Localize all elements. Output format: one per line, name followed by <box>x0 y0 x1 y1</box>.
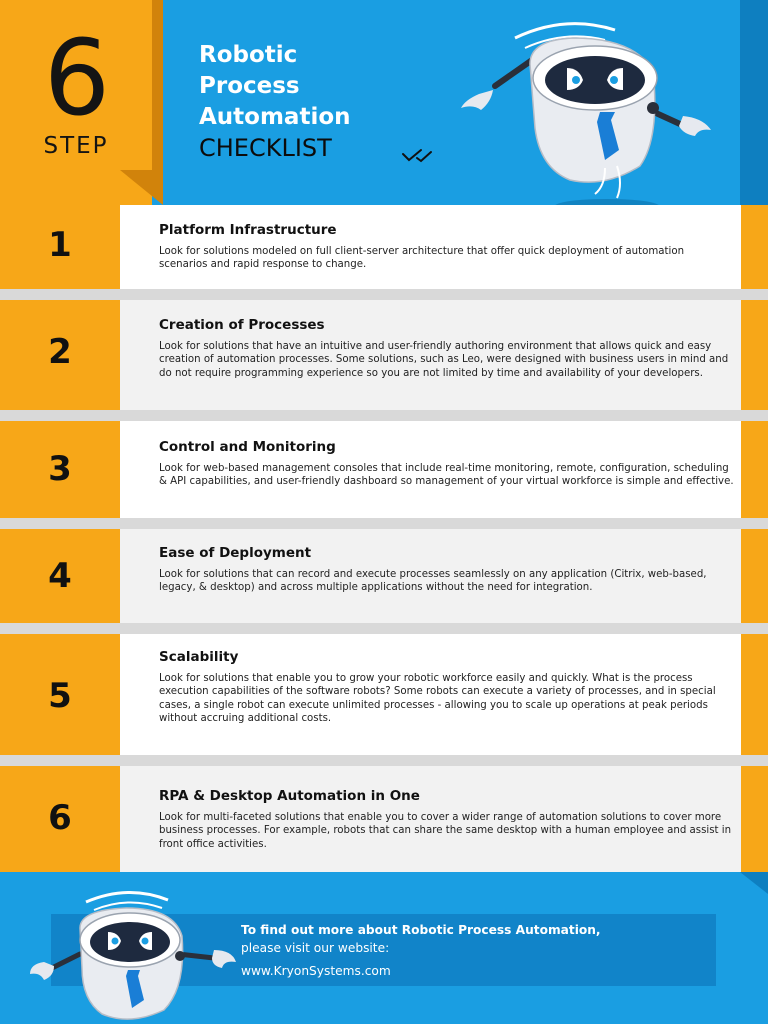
step-title: Ease of Deployment <box>159 545 312 561</box>
step-description: Look for solutions modeled on full client-server architecture that offer quick deployment of automation scenarios and rapid response to change. <box>159 246 685 271</box>
step-separator <box>0 518 768 529</box>
step-card <box>120 634 741 755</box>
step-row-6 <box>0 766 768 872</box>
step-card <box>120 529 741 623</box>
step-title: Platform Infrastructure <box>159 222 337 238</box>
step-separator <box>0 755 768 766</box>
checkmark-icon <box>401 146 449 164</box>
step-title: Scalability <box>159 649 239 665</box>
step-description: Look for multi-faceted solutions that enable you to cover a wider range of automation solutions to cover more business processes. For example, robots that can share the same desktop with a human employee and assist in front office activities. <box>159 812 732 850</box>
step-card <box>120 300 741 410</box>
step-number: 3 <box>48 449 72 489</box>
step-title: RPA & Desktop Automation in One <box>159 788 420 804</box>
step-description: Look for solutions that can record and execute processes seamlessly on any application (Citrix, web-based, legacy, & desktop) and across multiple applications without the need for integration. <box>159 569 707 594</box>
step-title: Control and Monitoring <box>159 439 336 455</box>
step-row-2 <box>0 300 768 410</box>
step-card <box>120 421 741 518</box>
footer-visit-line: please visit our website: <box>241 941 390 955</box>
step-card <box>120 766 741 872</box>
step-number: 6 <box>48 798 72 838</box>
step-title: Creation of Processes <box>159 317 325 333</box>
step-row-1 <box>0 205 768 289</box>
footer-cta-line: To find out more about Robotic Process Automation, <box>241 923 601 937</box>
step-row-5 <box>0 634 768 755</box>
footer-fold-corner <box>740 872 768 894</box>
step-description: Look for solutions that enable you to grow your robotic workforce easily and quickly. What is the process execution capabilities of the software robots? Some robots can execute a variety of processes, and in special cases, a single robot can execute unlimited processes - allowing you to scale up operations at peak periods without accruing additional costs. <box>159 673 716 724</box>
step-separator <box>0 289 768 300</box>
step-count-label: STEP <box>43 133 109 159</box>
step-separator <box>0 623 768 634</box>
title-line-1: Robotic <box>199 42 298 68</box>
step-card <box>120 205 741 289</box>
robot-mascot-icon <box>28 888 238 1024</box>
step-number: 4 <box>48 556 72 596</box>
robot-mascot-icon <box>455 18 720 218</box>
website-link[interactable]: www.KryonSystems.com <box>241 964 391 978</box>
step-separator <box>0 410 768 421</box>
step-number: 2 <box>48 332 72 372</box>
title-line-2: Process <box>199 73 300 99</box>
page-subtitle: CHECKLIST <box>199 134 332 162</box>
header-fold-corner <box>120 170 163 205</box>
step-row-4 <box>0 529 768 623</box>
step-row-3 <box>0 421 768 518</box>
step-count-number: 6 <box>43 17 111 139</box>
step-description: Look for solutions that have an intuitive and user-friendly authoring environment that allows quick and easy creation of automation processes. Some solutions, such as Leo, were designed with business users in mind and do not require programming experience so you are not limited by time and availability of your developers. <box>159 341 729 379</box>
step-number: 5 <box>48 676 72 716</box>
title-line-3: Automation <box>199 104 351 130</box>
step-description: Look for web-based management consoles that include real-time monitoring, remote, configuration, scheduling & API capabilities, and user-friendly dashboard so management of your virtual workforce is simple and effective. <box>159 463 734 488</box>
header-orange-fold <box>152 0 163 170</box>
header-right-stripe <box>740 0 768 205</box>
step-number: 1 <box>48 225 72 265</box>
